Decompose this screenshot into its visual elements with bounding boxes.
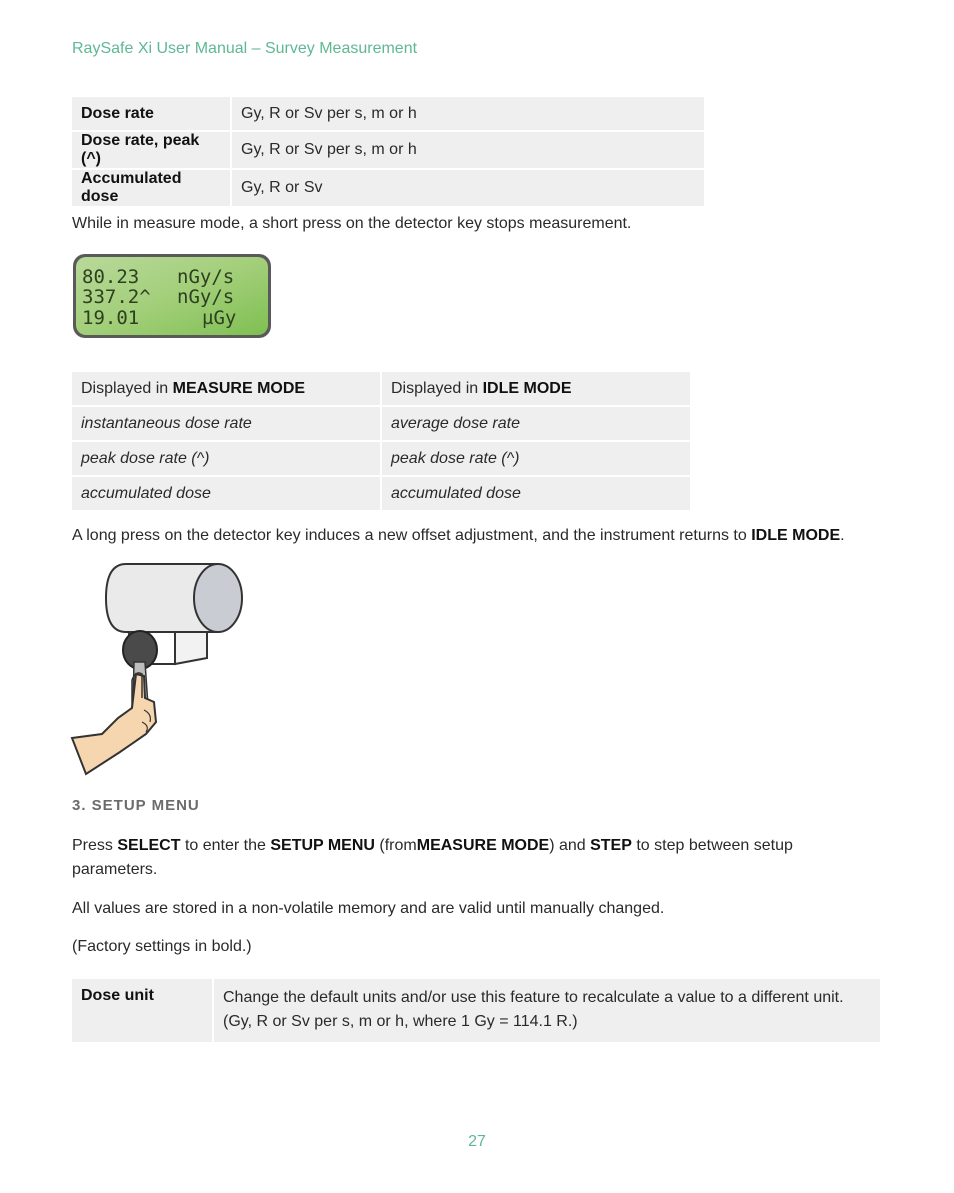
lcd-line3-value: 19.01 — [82, 307, 140, 329]
text: parameters. — [72, 861, 158, 878]
header-prefix: Displayed in — [391, 379, 479, 397]
idle-mode-cell: peak dose rate (^) — [382, 442, 690, 475]
units-label: Dose rate — [72, 97, 230, 130]
lcd-display — [72, 253, 272, 339]
idle-mode-cell: accumulated dose — [382, 477, 690, 510]
setup-menu-label: SETUP MENU — [270, 837, 375, 854]
header-prefix: Displayed in — [81, 379, 169, 397]
units-value: Gy, R or Sv per s, m or h — [232, 97, 704, 130]
lcd-line1-unit: nGy/s — [177, 266, 235, 288]
detector-press-illustration — [70, 558, 250, 778]
idle-mode-label: IDLE MODE — [482, 379, 572, 397]
table-row — [72, 979, 880, 1042]
lcd-line2-unit: nGy/s — [177, 286, 235, 308]
idle-mode-header — [382, 372, 690, 405]
lcd-line3-unit: µGy — [202, 307, 237, 329]
text: (from — [379, 837, 417, 854]
long-press-end: . — [840, 527, 845, 544]
units-value: Gy, R or Sv — [232, 170, 704, 206]
setup-table — [70, 977, 882, 1044]
text: Press — [72, 837, 113, 854]
long-press-text: A long press on the detector key induces a new offset adjustment, and the instrument returns to — [72, 527, 747, 544]
paragraph-setup-intro — [72, 834, 812, 882]
table-row — [72, 97, 704, 130]
table-header-row — [72, 372, 690, 405]
running-header: RaySafe Xi User Manual – Survey Measurement — [72, 40, 418, 57]
step-key-label: STEP — [590, 837, 632, 854]
units-value: Gy, R or Sv per s, m or h — [232, 132, 704, 168]
units-label: Dose rate, peak (^) — [72, 132, 230, 168]
table-row — [72, 407, 690, 440]
setup-description-line: (Gy, R or Sv per s, m or h, where 1 Gy = 114.1 R.) — [223, 1013, 578, 1030]
measure-mode-label: MEASURE MODE — [416, 837, 550, 854]
measure-mode-cell: instantaneous dose rate — [72, 407, 380, 440]
setup-description — [214, 979, 880, 1042]
table-row — [72, 170, 704, 206]
setup-description-line: Change the default units and/or use this feature to recalculate a value to a different unit. — [223, 989, 844, 1006]
paragraph-short-press: While in measure mode, a short press on the detector key stops measurement. — [72, 215, 632, 232]
paragraph-factory-settings: (Factory settings in bold.) — [72, 938, 252, 955]
select-key-label: SELECT — [117, 837, 181, 854]
setup-label: Dose unit — [72, 979, 212, 1042]
units-label: Accumulated dose — [72, 170, 230, 206]
text: ) and — [549, 837, 586, 854]
modes-table — [70, 370, 692, 512]
lcd-line1-value: 80.23 — [82, 266, 140, 288]
section-heading: 3. SETUP MENU — [72, 797, 200, 814]
table-row — [72, 477, 690, 510]
lcd-line2-value: 337.2^ — [82, 286, 151, 308]
text: to step between setup — [636, 837, 793, 854]
table-row — [72, 132, 704, 168]
idle-mode-cell: average dose rate — [382, 407, 690, 440]
measure-mode-cell: peak dose rate (^) — [72, 442, 380, 475]
page-number: 27 — [468, 1133, 486, 1150]
measure-mode-cell: accumulated dose — [72, 477, 380, 510]
measure-mode-label: MEASURE MODE — [172, 379, 306, 397]
measure-mode-header — [72, 372, 380, 405]
paragraph-memory: All values are stored in a non-volatile memory and are valid until manually changed. — [72, 900, 665, 917]
units-table — [70, 95, 706, 208]
idle-mode-emphasis: IDLE MODE — [751, 527, 841, 544]
table-row — [72, 442, 690, 475]
paragraph-long-press — [72, 524, 845, 548]
text: to enter the — [184, 837, 266, 854]
